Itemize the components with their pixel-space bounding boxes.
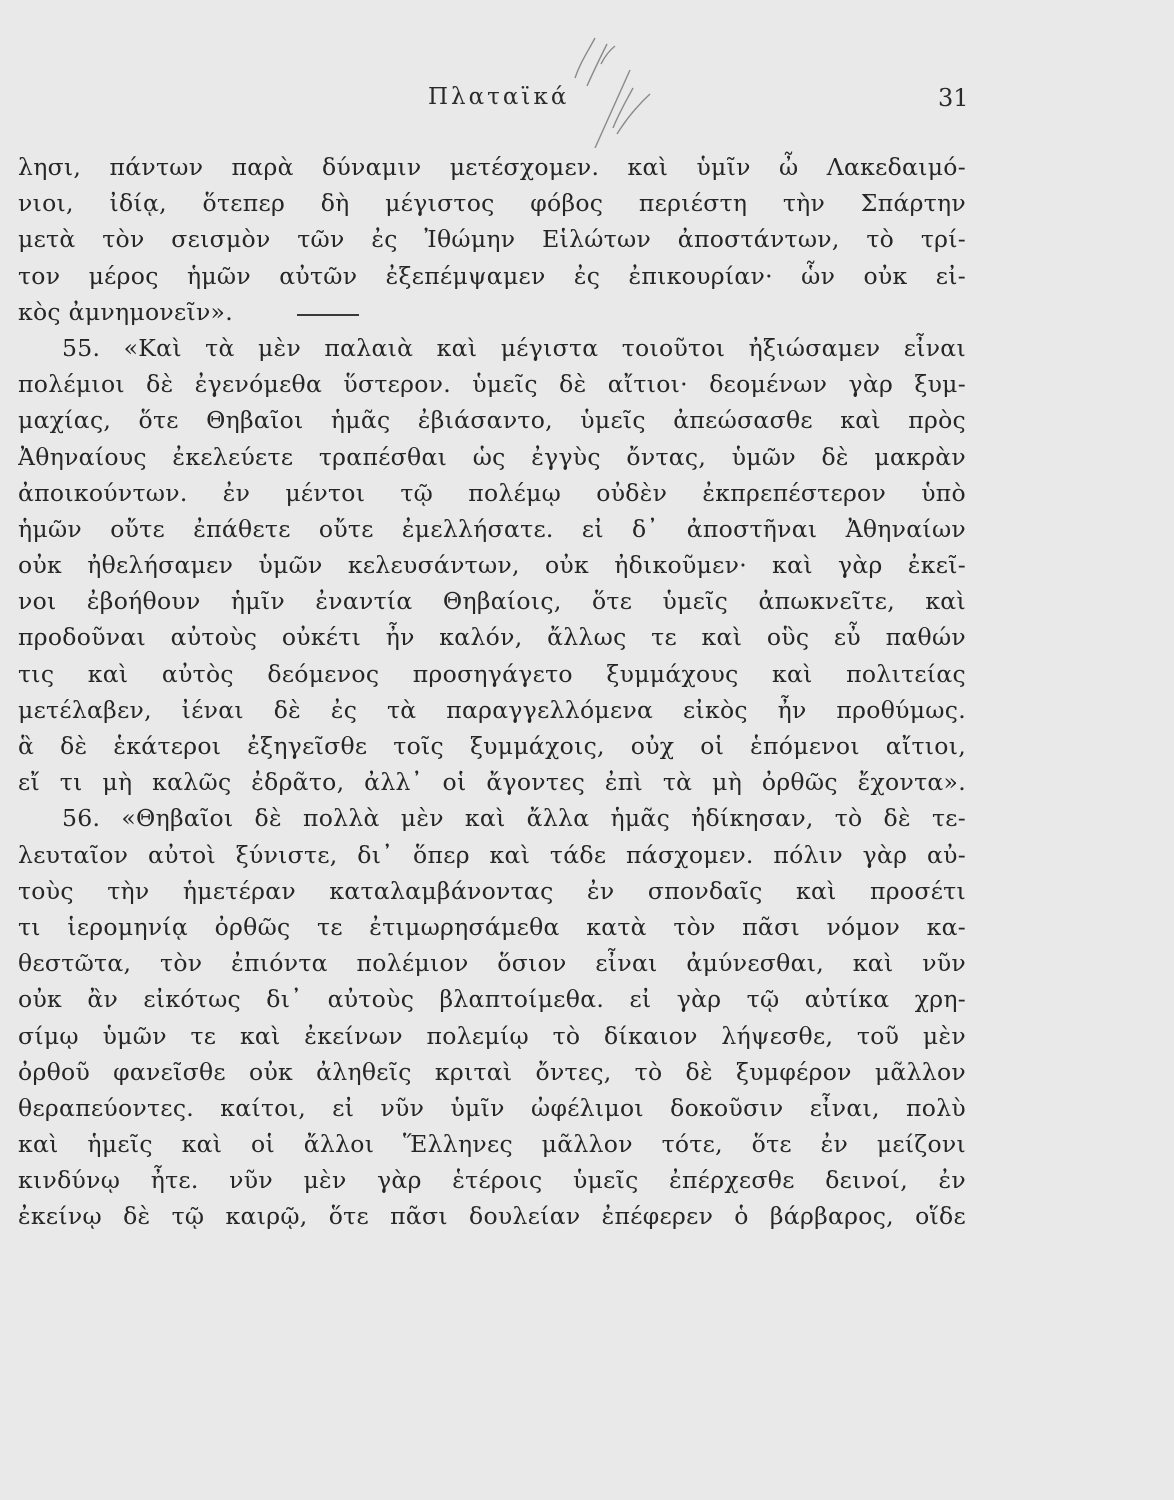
text-line: ἡμῶν οὔτε ἐπάθετε οὔτε ἐμελλήσατε. εἰ δ᾽ ἀποστῆναι Ἀθηναίων <box>18 514 966 543</box>
text-line: ἐκείνῳ δὲ τῷ καιρῷ, ὅτε πᾶσι δουλείαν ἐπέφερεν ὁ βάρβαρος, οἵδε <box>18 1202 966 1231</box>
text-line: εἴ τι μὴ καλῶς ἐδρᾶτο, ἀλλ᾽ οἱ ἄγοντες ἐπὶ τὰ μὴ ὀρθῶς ἔχοντα». <box>18 768 966 797</box>
section-55-start: 55. «Καὶ τὰ μὲν παλαιὰ καὶ μέγιστα τοιοῦτοι ἠξιώσαμεν εἶναι <box>62 333 966 362</box>
text-line: τι ἱερομηνίᾳ ὀρθῶς τε ἐτιμωρησάμεθα κατὰ τὸν πᾶσι νόμον κα- <box>18 912 966 941</box>
text-line: οὐκ ἠθελήσαμεν ὑμῶν κελευσάντων, οὐκ ἠδικοῦμεν· καὶ γὰρ ἐκεῖ- <box>18 551 966 580</box>
text-line: μετέλαβεν, ἰέναι δὲ ἐς τὰ παραγγελλόμενα εἰκὸς ἦν προθύμως. <box>18 695 966 724</box>
text-line: οὐκ ἂν εἰκότως δι᾽ αὐτοὺς βλαπτοίμεθα. εἰ γὰρ τῷ αὐτίκα χρη- <box>18 985 966 1014</box>
text-line: ἃ δὲ ἑκάτεροι ἐξηγεῖσθε τοῖς ξυμμάχοις, οὐχ οἱ ἑπόμενοι αἴτιοι, <box>18 732 966 760</box>
text-line: μετὰ τὸν σεισμὸν τῶν ἐς Ἰθώμην Εἱλώτων ἀποστάντων, τὸ τρί- <box>18 225 966 254</box>
text-line: τοὺς τὴν ἡμετέραν καταλαμβάνοντας ἐν σπονδαῖς καὶ προσέτι <box>18 876 966 905</box>
body-text <box>18 149 966 1235</box>
running-title: Πλαταϊκά <box>428 84 570 110</box>
text-line: πολέμιοι δὲ ἐγενόμεθα ὕστερον. ὑμεῖς δὲ αἴτιοι· δεομένων γὰρ ξυμ- <box>18 370 966 399</box>
text-line: θεραπεύοντες. καίτοι, εἰ νῦν ὑμῖν ὠφέλιμοι δοκοῦσιν εἶναι, πολὺ <box>18 1093 966 1122</box>
page-number: 31 <box>938 84 969 112</box>
text-line: νιοι, ἰδίᾳ, ὅτεπερ δὴ μέγιστος φόβος περιέστη τὴν Σπάρτην <box>18 189 966 218</box>
text-line: καὶ ἡμεῖς καὶ οἱ ἄλλοι Ἕλληνες μᾶλλον τότε, ὅτε ἐν μείζονι <box>18 1130 966 1159</box>
text-line: προδοῦναι αὐτοὺς οὐκέτι ἦν καλόν, ἄλλως τε καὶ οὓς εὖ παθών <box>18 623 966 652</box>
text-line: ἀποικούντων. ἐν μέντοι τῷ πολέμῳ οὐδὲν ἐκπρεπέστερον ὑπὸ <box>18 478 966 507</box>
text-line: κινδύνῳ ἦτε. νῦν μὲν γὰρ ἑτέροις ὑμεῖς ἐπέρχεσθε δεινοί, ἐν <box>18 1166 966 1195</box>
text-line: σίμῳ ὑμῶν τε καὶ ἐκείνων πολεμίῳ τὸ δίκαιον λήψεσθε, τοῦ μὲν <box>18 1021 966 1050</box>
text-line: ὀρθοῦ φανεῖσθε οὐκ ἀληθεῖς κριταὶ ὄντες, τὸ δὲ ξυμφέρον μᾶλλον <box>18 1057 966 1086</box>
pencil-annotation <box>555 8 665 148</box>
text-line: νοι ἐβοήθουν ἡμῖν ἐναντία Θηβαίοις, ὅτε ὑμεῖς ἀπωκνεῖτε, καὶ <box>18 587 966 616</box>
text-line: Ἀθηναίους ἐκελεύετε τραπέσθαι ὡς ἐγγὺς ὄντας, ὑμῶν δὲ μακρὰν <box>18 442 966 471</box>
text-line: κὸς ἀμνημονεῖν». <box>18 297 234 326</box>
section-56-start: 56. «Θηβαῖοι δὲ πολλὰ μὲν καὶ ἄλλα ἡμᾶς ἠδίκησαν, τὸ δὲ τε- <box>62 804 966 833</box>
page-header <box>0 84 1174 118</box>
text-line: μαχίας, ὅτε Θηβαῖοι ἡμᾶς ἐβιάσαντο, ὑμεῖς ἀπεώσασθε καὶ πρὸς <box>18 406 966 435</box>
text-line: τις καὶ αὐτὸς δεόμενος προσηγάγετο ξυμμάχους καὶ πολιτείας <box>18 659 966 688</box>
text-line: θεστῶτα, τὸν ἐπιόντα πολέμιον ὅσιον εἶναι ἀμύνεσθαι, καὶ νῦν <box>18 949 966 978</box>
text-line: λησι, πάντων παρὰ δύναμιν μετέσχομεν. καὶ ὑμῖν ὦ Λακεδαιμό- <box>18 153 966 181</box>
text-line: λευταῖον αὐτοὶ ξύνιστε, δι᾽ ὅπερ καὶ τάδε πάσχομεν. πόλιν γὰρ αὐ- <box>18 840 966 869</box>
text-line: τον μέρος ἡμῶν αὐτῶν ἐξεπέμψαμεν ἐς ἐπικουρίαν· ὧν οὐκ εἰ- <box>18 261 966 290</box>
